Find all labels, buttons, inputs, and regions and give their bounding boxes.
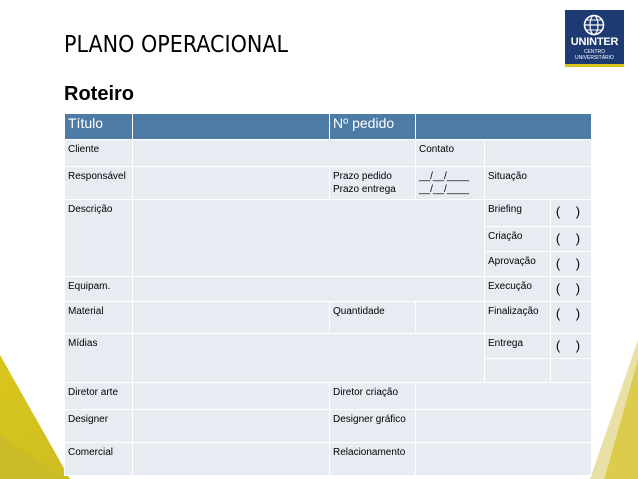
label-designer: Designer (65, 410, 133, 443)
label-responsavel: Responsável (65, 167, 133, 200)
field-relacionamento[interactable] (416, 443, 592, 476)
field-designer-grafico[interactable] (416, 410, 592, 443)
table-row (65, 167, 592, 200)
label-situacao: Situação (485, 167, 592, 200)
date-blank-entrega: __/__/____ (419, 184, 470, 195)
field-cliente[interactable] (133, 140, 416, 167)
field-designer[interactable] (133, 410, 330, 443)
checkbox-entrega[interactable]: ( ) (551, 334, 592, 359)
label-contato: Contato (416, 140, 485, 167)
label-material: Material (65, 302, 133, 334)
field-diretor-criacao[interactable] (416, 383, 592, 410)
table-row (65, 383, 592, 410)
header-pedido-value[interactable] (416, 114, 592, 140)
field-comercial[interactable] (133, 443, 330, 476)
checkbox-finalizacao[interactable]: ( ) (551, 302, 592, 334)
field-prazos[interactable] (416, 167, 485, 200)
table-row (65, 114, 592, 140)
label-cliente: Cliente (65, 140, 133, 167)
table-row (65, 140, 592, 167)
table-row (65, 410, 592, 443)
label-quantidade: Quantidade (330, 302, 416, 334)
field-quantidade[interactable] (416, 302, 485, 334)
table-row (65, 200, 592, 227)
checkbox-briefing[interactable]: ( ) (551, 200, 592, 227)
roteiro-form-table (64, 113, 592, 476)
label-prazos (330, 167, 416, 200)
field-equipam[interactable] (133, 277, 485, 302)
header-pedido: Nº pedido (330, 114, 416, 140)
label-prazo-pedido: Prazo pedido (333, 171, 392, 182)
status-entrega: Entrega (485, 334, 551, 359)
label-relacionamento: Relacionamento (330, 443, 416, 476)
logo-subtitle: CENTRO UNIVERSITÁRIO (575, 49, 614, 61)
header-titulo-value[interactable] (133, 114, 330, 140)
label-midias: Mídias (65, 334, 133, 383)
table-row (65, 334, 592, 359)
checkbox-execucao[interactable]: ( ) (551, 277, 592, 302)
date-blank-pedido: __/__/____ (419, 171, 470, 182)
status-criacao: Criação (485, 227, 551, 252)
field-contato[interactable] (485, 140, 592, 167)
table-row (65, 443, 592, 476)
label-designer-grafico: Designer gráfico (330, 410, 416, 443)
status-briefing: Briefing (485, 200, 551, 227)
label-diretor-criacao: Diretor criação (330, 383, 416, 410)
field-descricao[interactable] (133, 200, 485, 277)
checkbox-aprovacao[interactable]: ( ) (551, 252, 592, 277)
logo-accent-bar (565, 64, 624, 67)
status-execucao: Execução (485, 277, 551, 302)
label-prazo-entrega: Prazo entrega (333, 184, 396, 195)
label-comercial: Comercial (65, 443, 133, 476)
checkbox-criacao[interactable]: ( ) (551, 227, 592, 252)
status-finalizacao: Finalização (485, 302, 551, 334)
globe-icon (583, 14, 605, 36)
field-midias[interactable] (133, 334, 485, 383)
label-equipam: Equipam. (65, 277, 133, 302)
checkbox-empty (551, 359, 592, 383)
field-diretor-arte[interactable] (133, 383, 330, 410)
label-diretor-arte: Diretor arte (65, 383, 133, 410)
status-aprovacao: Aprovação (485, 252, 551, 277)
label-descricao: Descrição (65, 200, 133, 277)
logo-name: UNINTER (570, 36, 619, 48)
status-empty (485, 359, 551, 383)
table-row (65, 302, 592, 334)
header-titulo: Título (65, 114, 133, 140)
page-title: PLANO OPERACIONAL (64, 32, 289, 58)
table-row (65, 277, 592, 302)
field-material[interactable] (133, 302, 330, 334)
page-subtitle: Roteiro (64, 83, 134, 105)
field-responsavel[interactable] (133, 167, 330, 200)
uninter-logo (565, 10, 624, 67)
